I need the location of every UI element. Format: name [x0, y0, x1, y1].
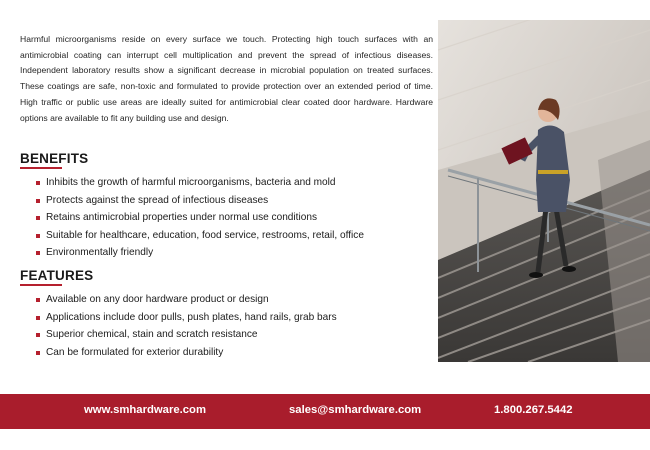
feature-item: Superior chemical, stain and scratch resistance — [36, 326, 337, 344]
features-heading-label: FEATURES — [20, 268, 94, 283]
benefits-heading-label: BENEFITS — [20, 151, 89, 166]
benefit-item: Suitable for healthcare, education, food service, restrooms, retail, office — [36, 227, 364, 245]
staircase-photo — [438, 20, 650, 362]
feature-item: Available on any door hardware product or design — [36, 291, 337, 309]
benefit-item: Retains antimicrobial properties under normal use conditions — [36, 209, 364, 227]
feature-item: Can be formulated for exterior durability — [36, 344, 337, 362]
benefits-heading — [20, 151, 88, 166]
benefit-item: Inhibits the growth of harmful microorganisms, bacteria and mold — [36, 174, 364, 192]
footer-email-link[interactable]: sales@smhardware.com — [289, 404, 422, 416]
feature-item: Applications include door pulls, push plates, hand rails, grab bars — [36, 309, 337, 327]
contact-footer — [0, 394, 650, 429]
benefit-item: Protects against the spread of infectious diseases — [36, 192, 364, 210]
features-heading-underline — [20, 284, 62, 286]
benefit-item: Environmentally friendly — [36, 244, 364, 262]
benefits-heading-underline — [20, 167, 62, 169]
footer-phone-number[interactable]: 1.800.267.5442 — [494, 404, 573, 416]
benefits-list — [36, 174, 364, 262]
features-list — [36, 291, 337, 361]
features-heading — [20, 268, 93, 283]
footer-website-link[interactable]: www.smhardware.com — [84, 404, 207, 416]
intro-paragraph: Harmful microorganisms reside on every surface we touch. Protecting high touch surfaces with an antimicrobial coating can interrupt cell multiplication and prevent the spread of infectious diseases. Independent laboratory results show a significant decrease in microbial population on treated surfaces. These coatings are safe, non-toxic and formulated to provide protection over an extended period of time. High traffic or public use areas are ideally suited for antimicrobial clear coated door hardware. Hardware options are available to fit any building use and design. — [20, 34, 433, 123]
